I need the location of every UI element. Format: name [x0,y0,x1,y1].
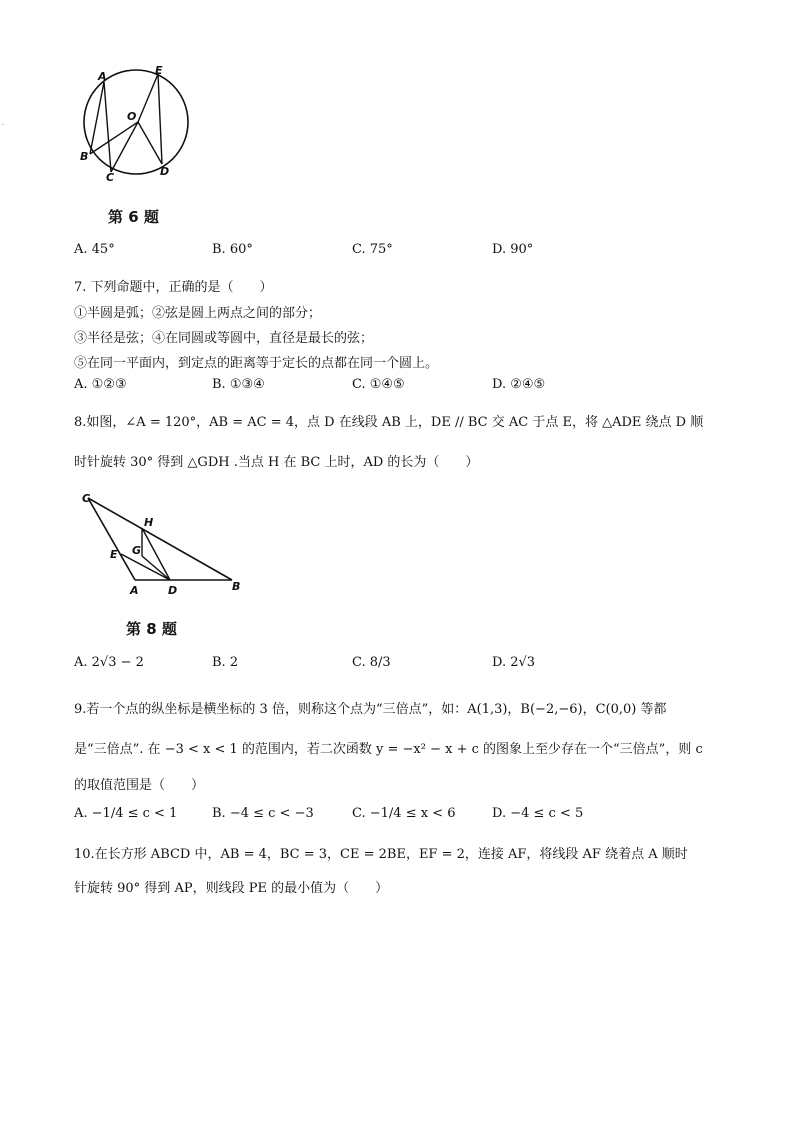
q6-option-a[interactable]: A. 45° [74,242,115,257]
q8-figure-label: 第 8 题 [126,620,177,638]
q7-statement-2: ③半径是弦；④在同圆或等圆中，直径是最长的弦； [74,331,374,346]
q7-option-d[interactable]: D. ②④⑤ [492,377,546,392]
q8-line-2: 时针旋转 30° 得到 △GDH .当点 H 在 BC 上时，AD 的长为（ ） [74,455,479,470]
q9-line-2: 是“三倍点”. 在 −3 < x < 1 的范围内，若二次函数 y = −x² − x + c 的图象上至少存在一个“三倍点”，则 c [74,742,703,757]
q8-option-d[interactable]: D. 2√3 [492,655,536,670]
q8-label-h: H [144,516,154,529]
stray-dot: · [2,122,4,129]
q6-label-a: A [98,70,107,83]
q6-label-o: O [127,110,137,123]
q9-line-1: 9.若一个点的纵坐标是横坐标的 3 倍，则称这个点为“三倍点”，如：A(1,3)，B(−2,−6)，C(0,0) 等都 [74,702,667,717]
q6-label-e: E [155,64,163,77]
q6-circle-figure [74,62,194,186]
q6-option-c[interactable]: C. 75° [352,242,393,257]
q8-label-g: G [132,544,142,557]
q8-label-a: A [130,584,139,597]
q7-statement-1: ①半圆是弧；②弦是圆上两点之间的部分； [74,306,322,321]
q6-figure-label: 第 6 题 [108,208,159,226]
q6-label-c: C [106,171,115,184]
q8-label-d: D [168,584,178,597]
q9-option-b[interactable]: B. −4 ≤ c < −3 [212,806,314,821]
q9-option-d[interactable]: D. −4 ≤ c < 5 [492,806,584,821]
q8-option-b[interactable]: B. 2 [212,655,239,670]
q7-option-a[interactable]: A. ①②③ [74,377,127,392]
q7-option-b[interactable]: B. ①③④ [212,377,265,392]
q8-label-e: E [110,548,118,561]
q6-label-d: D [160,165,170,178]
q8-line-1: 8.如图，∠A = 120°，AB = AC = 4，点 D 在线段 AB 上，DE // BC 交 AC 于点 E，将 △ADE 绕点 D 顺 [74,415,704,430]
q6-option-b[interactable]: B. 60° [212,242,253,257]
q8-triangle-figure [74,488,254,598]
q8-label-b: B [232,580,241,593]
q7-option-c[interactable]: C. ①④⑤ [352,377,405,392]
q9-option-a[interactable]: A. −1/4 ≤ c < 1 [74,806,178,821]
q6-option-d[interactable]: D. 90° [492,242,534,257]
q9-option-c[interactable]: C. −1/4 ≤ x < 6 [352,806,456,821]
q8-option-c[interactable]: C. 8/3 [352,655,391,670]
q7-stem: 7. 下列命题中，正确的是（ ） [74,280,273,295]
q9-line-3: 的取值范围是（ ） [74,778,205,793]
q8-label-c: C [82,492,91,505]
q7-statement-3: ⑤在同一平面内，到定点的距离等于定长的点都在同一个圆上。 [74,356,439,371]
q10-line-2: 针旋转 90° 得到 AP，则线段 PE 的最小值为（ ） [74,881,389,896]
q6-label-b: B [80,150,89,163]
q10-line-1: 10.在长方形 ABCD 中，AB = 4，BC = 3，CE = 2BE，EF = 2，连接 AF，将线段 AF 绕着点 A 顺时 [74,847,688,862]
q8-option-a[interactable]: A. 2√3 − 2 [74,655,144,670]
